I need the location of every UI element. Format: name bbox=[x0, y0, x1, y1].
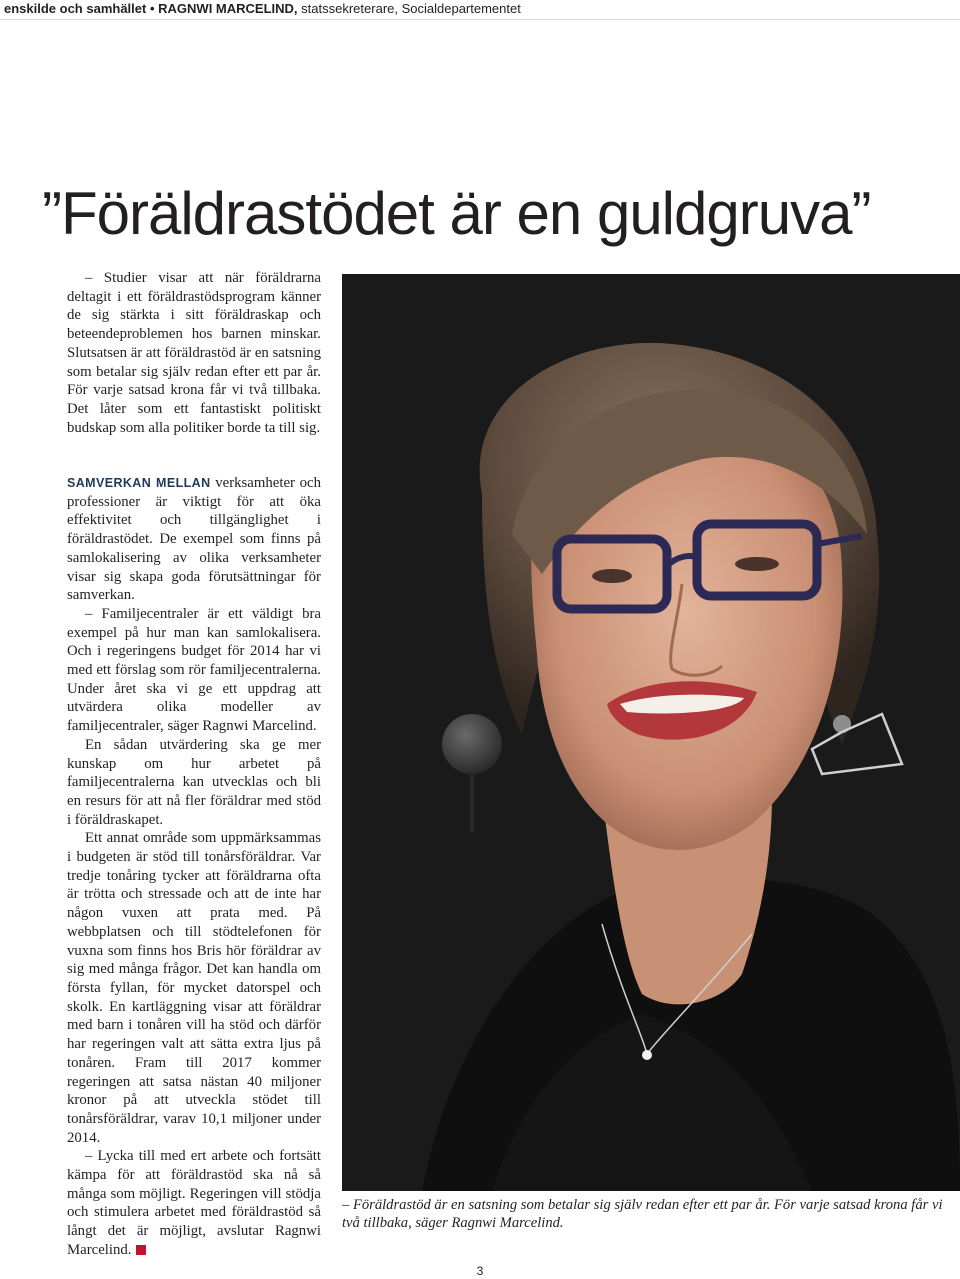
page-number: 3 bbox=[476, 1264, 484, 1278]
header-bullet: • bbox=[149, 1, 155, 16]
microphone-stand bbox=[470, 772, 474, 832]
portrait-illustration bbox=[342, 274, 960, 1191]
body-paragraph-1-text: verksamheter och professioner är viktigt för att öka effektivitet och tillgänglighet i föräldrastödet. De exempel som finns på samlokalisering av olika verksamheter visar sig skapa goda förutsättningar för samverkan. bbox=[67, 475, 322, 604]
microphone bbox=[442, 714, 502, 774]
body-paragraph-1 bbox=[67, 474, 321, 605]
body-paragraph-2: – Familjecentraler är ett väldigt bra exempel på hur man kan samlokalisera. Och i regeringens budget för 2014 har vi med ett förslag som rör familjecentralerna. Under året ska vi ge ett uppdrag att utvärdera olika modeller av familjecentraler, säger Ragnwi Marcelind. bbox=[67, 605, 321, 735]
body-paragraph-4: Ett annat område som uppmärksammas i budgeten är stöd till tonårsföräldrar. Var tredje tonåring tycker att föräldrarna ofta är trötta och stressade och att de inte har någon vuxen att prata med. På webbplatsen och till stödtelefonen för vuxna som finns hos Bris hör föräldrar av sig med många frågor. Det kan handla om första fyllan, för mycket datorspel och skolk. En kartläggning visar att föräldrar med barn i tonåren vill ha stöd och därför har regeringen valt att sätta extra ljus på tonåren. Fram till 2017 kommer regeringen att satsa nästan 40 miljoner kronor på att utveckla stödet till tonårsföräldrar, varav 10,1 miljoner under 2014. bbox=[67, 830, 321, 1146]
main-column bbox=[67, 474, 321, 1260]
body-paragraph-5 bbox=[67, 1147, 321, 1259]
header-divider bbox=[0, 19, 960, 20]
header-role: statssekreterare, Socialdepartementet bbox=[301, 1, 521, 16]
left-eye bbox=[592, 569, 632, 583]
running-header bbox=[4, 0, 960, 19]
necklace-pendant bbox=[642, 1050, 652, 1060]
intro-column bbox=[67, 269, 321, 437]
article-headline: ”Föräldrastödet är en guldgruva” bbox=[42, 180, 871, 248]
body-paragraph-3: En sådan utvärdering ska ge mer kunskap om hur arbetet på familjecentralerna kan utvecklas och bli en resurs för att nå fler föräldrar med stöd i föräldraskapet. bbox=[67, 736, 321, 828]
right-eye bbox=[735, 557, 779, 571]
header-section: enskilde och samhället bbox=[4, 1, 147, 16]
body-paragraph-5-text: – Lycka till med ert arbete och fortsätt kämpa för att föräldrastöd ska nå så många som möjligt. Regeringen vill stödja och stimulera arbetet med föräldrastöd så långt det är möjligt, avslutar Ragnwi Marcelind. bbox=[67, 1148, 321, 1258]
intro-paragraph: – Studier visar att när föräldrarna deltagit i ett föräldrastödsprogram känner de sig stärkta i sitt föräldraskap och beteendeproblemen hos barnen minskar. Slutsatsen är att föräldrastöd är en satsning som betalar sig själv redan efter ett par år. För varje satsad krona får vi två tillbaka. Det låter som ett fantastiskt politiskt budskap som alla politiker borde ta till sig. bbox=[67, 270, 321, 436]
run-in-heading: SAMVERKAN MELLAN bbox=[67, 476, 211, 490]
header-name: RAGNWI MARCELIND, bbox=[158, 1, 298, 16]
photo-caption: – Föräldrastöd är en satsning som betalar sig själv redan efter ett par år. För varje satsad krona får vi två tillbaka, säger Ragnwi Marcelind. bbox=[342, 1197, 943, 1231]
portrait-photo bbox=[342, 274, 960, 1191]
end-of-article-mark bbox=[136, 1245, 146, 1255]
